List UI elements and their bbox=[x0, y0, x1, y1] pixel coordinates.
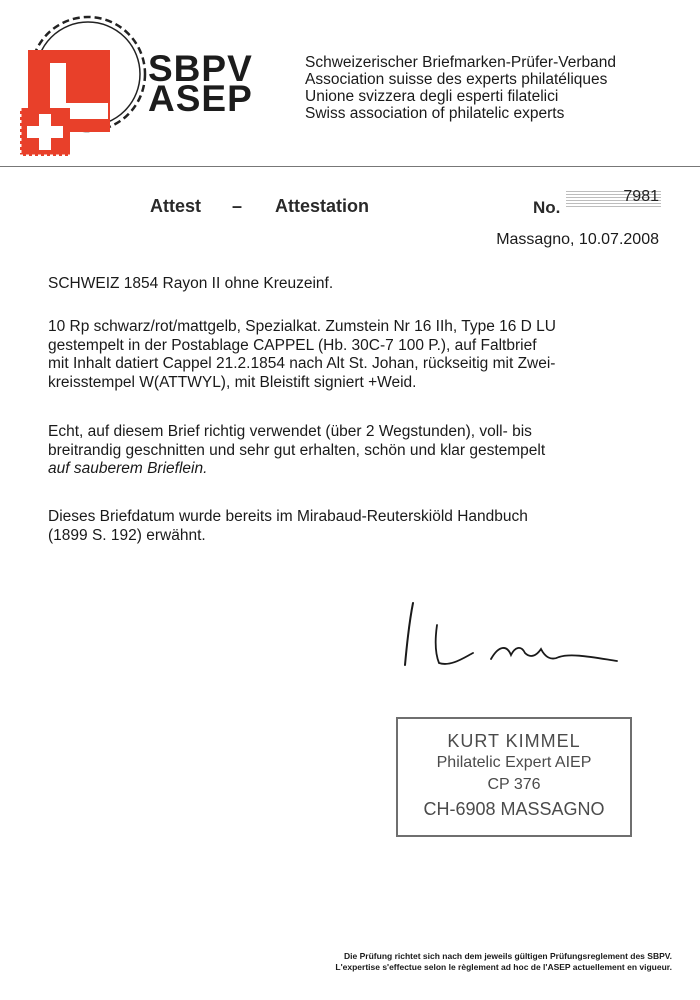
paragraph-line: gestempelt in der Postablage CAPPEL (Hb. 30C-7 100 P.), auf Faltbrief bbox=[48, 336, 537, 354]
header-divider bbox=[0, 166, 700, 167]
organization-names bbox=[305, 54, 616, 122]
org-name-en: Swiss association of philatelic experts bbox=[305, 105, 565, 122]
footer-disclaimer bbox=[335, 951, 672, 973]
heading-text: SCHWEIZ 1854 Rayon II ohne Kreuzeinf. bbox=[48, 275, 334, 292]
org-name-it: Unione svizzera degli esperti filatelici bbox=[305, 88, 559, 105]
paragraph-line: (1899 S. 192) erwähnt. bbox=[48, 526, 206, 544]
paragraph-line: 10 Rp schwarz/rot/mattgelb, Spezialkat. Zumstein Nr 16 IIh, Type 16 D LU bbox=[48, 318, 556, 335]
swiss-cross-stamp-logo-icon bbox=[20, 10, 150, 160]
paragraph-line: breitrandig geschnitten und sehr gut erhalten, schön und klar gestempelt bbox=[48, 441, 546, 459]
paragraph-line: Echt, auf diesem Brief richtig verwendet (über 2 Wegstunden), voll- bis bbox=[48, 423, 532, 440]
paragraph-reference bbox=[48, 508, 668, 545]
paragraph-line-italic: auf sauberem Brieflein. bbox=[48, 460, 208, 477]
paragraph-line: mit Inhalt datiert Cappel 21.2.1854 nach Alt St. Johan, rückseitig mit Zwei- bbox=[48, 355, 556, 372]
org-name-fr: Association suisse des experts philatéliques bbox=[305, 71, 608, 88]
certificate-number: 7981 bbox=[623, 188, 659, 205]
paragraph-details bbox=[48, 318, 668, 392]
paragraph-condition bbox=[48, 423, 668, 479]
stamp-expert-name: KURT KIMMEL bbox=[447, 731, 581, 751]
stamp-po-box: CP 376 bbox=[487, 776, 541, 793]
expert-stamp bbox=[396, 717, 632, 837]
place-date: Massagno, 10.07.2008 bbox=[496, 231, 659, 248]
stamp-address: CH-6908 MASSAGNO bbox=[423, 799, 605, 819]
footer-line-fr: L'expertise s'effectue selon le règlement ad hoc de l'ASEP actuellement en vigueur. bbox=[335, 962, 672, 972]
stamp-description-heading bbox=[48, 275, 668, 294]
brand-sbpv: SBPV bbox=[148, 48, 253, 89]
brand-asep: ASEP bbox=[148, 78, 253, 119]
handwritten-signature-icon bbox=[395, 595, 625, 675]
paragraph-line: kreisstempel W(ATTWYL), mit Bleistift signiert +Weid. bbox=[48, 373, 417, 391]
org-name-de: Schweizerischer Briefmarken-Prüfer-Verband bbox=[305, 54, 616, 71]
title-dash: – bbox=[232, 196, 243, 216]
title-attest: Attest bbox=[150, 196, 202, 216]
certificate-number-label: No. bbox=[533, 198, 561, 217]
paragraph-line: Dieses Briefdatum wurde bereits im Mirabaud-Reuterskiöld Handbuch bbox=[48, 508, 528, 525]
footer-line-de: Die Prüfung richtet sich nach dem jeweils gültigen Prüfungsreglement des SBPV. bbox=[344, 951, 672, 961]
title-attestation: Attestation bbox=[275, 196, 369, 216]
stamp-expert-title: Philatelic Expert AIEP bbox=[436, 754, 592, 771]
